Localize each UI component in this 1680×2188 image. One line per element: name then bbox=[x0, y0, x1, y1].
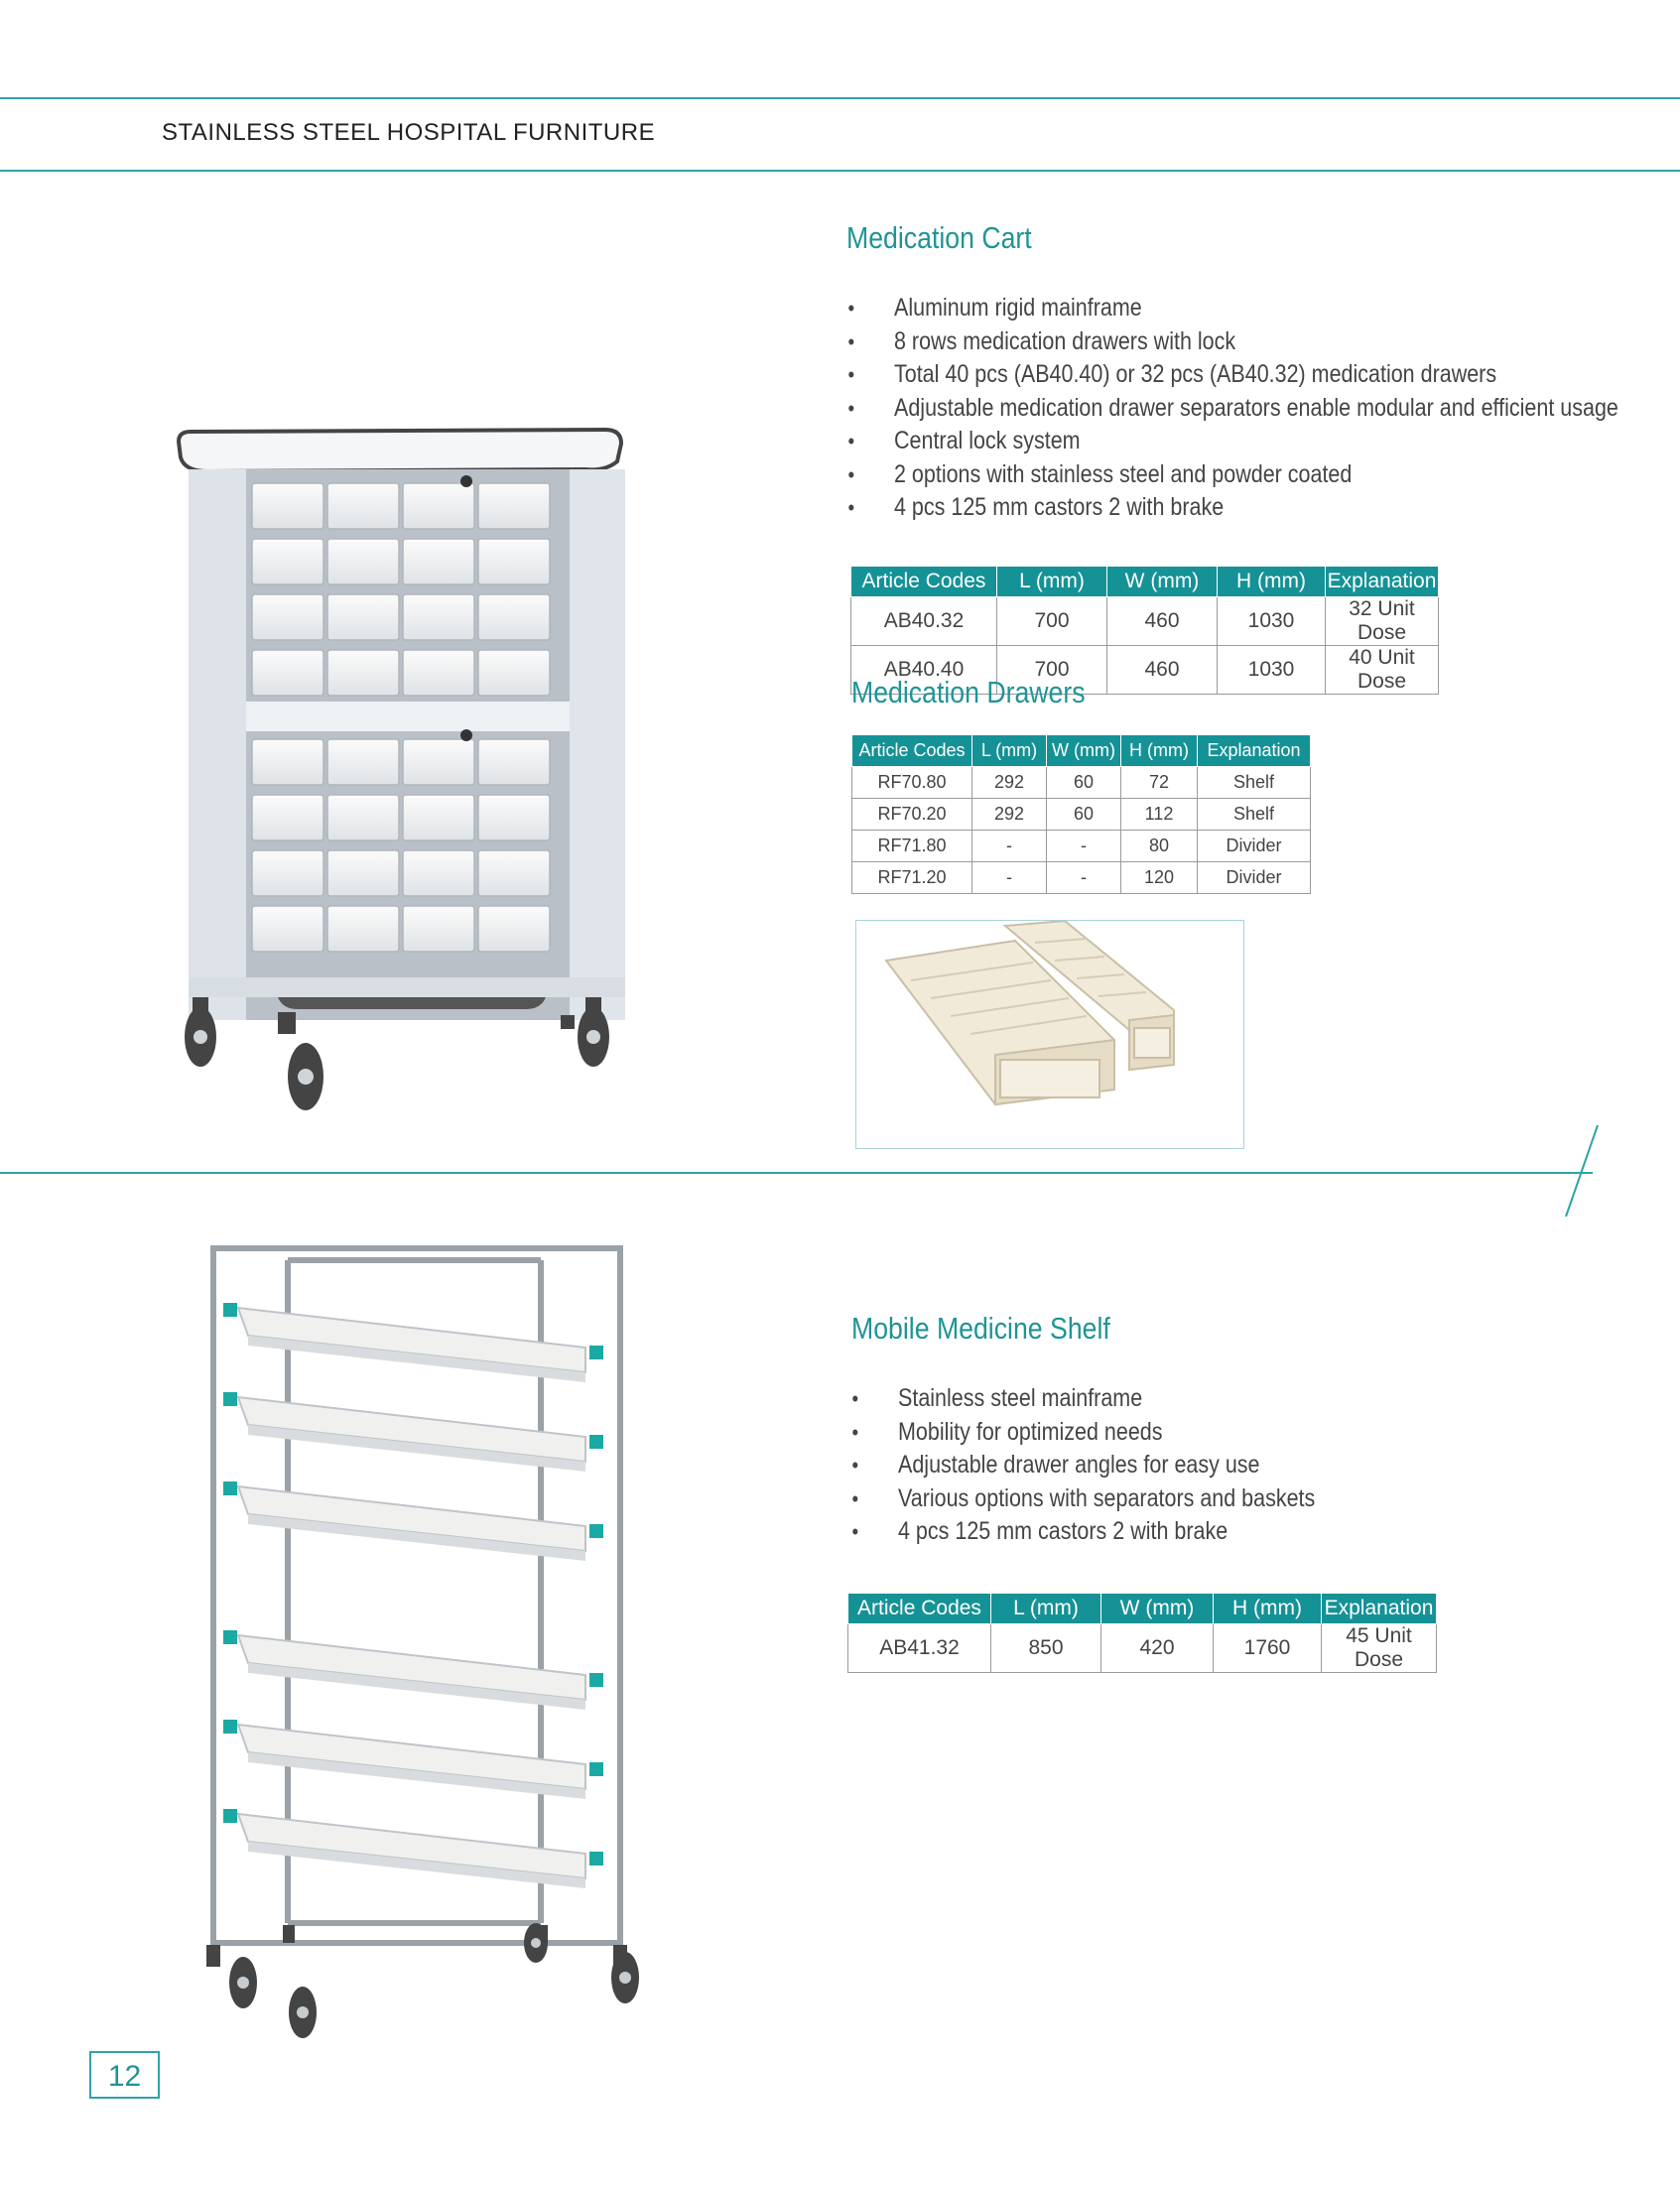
mobile-medicine-shelf-features bbox=[855, 1382, 1390, 1549]
cell: 460 bbox=[1107, 597, 1218, 646]
th-explanation: Explanation bbox=[1198, 735, 1311, 767]
th-width: W (mm) bbox=[1047, 735, 1121, 767]
th-height: H (mm) bbox=[1121, 735, 1198, 767]
feature-item: • 2 options with stainless steel and powder coated bbox=[851, 458, 1618, 492]
cell: 80 bbox=[1121, 831, 1198, 862]
table-header-row bbox=[851, 567, 1439, 597]
th-article-codes: Article Codes bbox=[852, 735, 972, 767]
divider-slash bbox=[1558, 1121, 1603, 1221]
feature-item: • 8 rows medication drawers with lock bbox=[851, 325, 1618, 359]
cell: RF71.80 bbox=[852, 831, 972, 862]
feature-item: • Aluminum rigid mainframe bbox=[851, 292, 1618, 325]
mobile-medicine-shelf-title: Mobile Medicine Shelf bbox=[851, 1311, 1110, 1346]
feature-item: • Total 40 pcs (AB40.40) or 32 pcs (AB40.32) medication drawers bbox=[851, 358, 1618, 392]
cell: 60 bbox=[1047, 767, 1121, 799]
cell: 32 Unit Dose bbox=[1326, 597, 1439, 646]
th-article-codes: Article Codes bbox=[848, 1594, 991, 1624]
cell: 45 Unit Dose bbox=[1322, 1624, 1437, 1673]
table-row bbox=[848, 1624, 1437, 1673]
medication-cart-photo bbox=[169, 422, 635, 1121]
cell: 72 bbox=[1121, 767, 1198, 799]
table-header-row bbox=[852, 735, 1311, 767]
th-width: W (mm) bbox=[1107, 567, 1218, 597]
feature-item: • Stainless steel mainframe bbox=[855, 1382, 1315, 1416]
cell: RF70.80 bbox=[852, 767, 972, 799]
cell: 292 bbox=[972, 767, 1047, 799]
cell: 60 bbox=[1047, 799, 1121, 831]
table-header-row bbox=[848, 1594, 1437, 1624]
cell: 850 bbox=[991, 1624, 1101, 1673]
header-title: STAINLESS STEEL HOSPITAL FURNITURE bbox=[162, 119, 656, 146]
cell: 460 bbox=[1107, 646, 1218, 695]
th-height: H (mm) bbox=[1214, 1594, 1322, 1624]
feature-item: • Mobility for optimized needs bbox=[855, 1416, 1315, 1450]
th-length: L (mm) bbox=[997, 567, 1107, 597]
cell: AB40.40 bbox=[851, 646, 997, 695]
cell: 1030 bbox=[1218, 646, 1326, 695]
cell: Shelf bbox=[1198, 799, 1311, 831]
cell: - bbox=[1047, 831, 1121, 862]
th-article-codes: Article Codes bbox=[851, 567, 997, 597]
cell: Divider bbox=[1198, 862, 1311, 894]
cell: 1030 bbox=[1218, 597, 1326, 646]
feature-item: • Various options with separators and baskets bbox=[855, 1482, 1315, 1516]
feature-item: • 4 pcs 125 mm castors 2 with brake bbox=[851, 491, 1618, 525]
cell: 292 bbox=[972, 799, 1047, 831]
th-length: L (mm) bbox=[972, 735, 1047, 767]
medication-cart-title: Medication Cart bbox=[846, 220, 1032, 255]
cell: - bbox=[972, 862, 1047, 894]
th-height: H (mm) bbox=[1218, 567, 1326, 597]
header-top-rule bbox=[0, 97, 1680, 99]
cell: RF70.20 bbox=[852, 799, 972, 831]
table-row bbox=[852, 862, 1311, 894]
cell: 120 bbox=[1121, 862, 1198, 894]
table-row bbox=[852, 831, 1311, 862]
th-width: W (mm) bbox=[1101, 1594, 1214, 1624]
cell: 420 bbox=[1101, 1624, 1214, 1673]
feature-item: • Central lock system bbox=[851, 425, 1618, 458]
cell: 700 bbox=[997, 597, 1107, 646]
th-explanation: Explanation bbox=[1326, 567, 1439, 597]
header-bottom-rule bbox=[0, 170, 1680, 172]
mobile-medicine-shelf-photo bbox=[189, 1238, 665, 2062]
section-divider bbox=[0, 1172, 1593, 1174]
medication-drawers-title: Medication Drawers bbox=[851, 675, 1086, 709]
cell: AB41.32 bbox=[848, 1624, 991, 1673]
feature-item: • 4 pcs 125 mm castors 2 with brake bbox=[855, 1515, 1315, 1549]
th-explanation: Explanation bbox=[1322, 1594, 1437, 1624]
cell: Divider bbox=[1198, 831, 1311, 862]
table-row bbox=[852, 799, 1311, 831]
cell: - bbox=[1047, 862, 1121, 894]
feature-item: • Adjustable drawer angles for easy use bbox=[855, 1449, 1315, 1482]
cell: 40 Unit Dose bbox=[1326, 646, 1439, 695]
cell: 700 bbox=[997, 646, 1107, 695]
mobile-medicine-shelf-table bbox=[847, 1593, 1437, 1673]
cell: RF71.20 bbox=[852, 862, 972, 894]
medication-cart-features bbox=[851, 292, 1680, 525]
cell: 1760 bbox=[1214, 1624, 1322, 1673]
feature-item: • Adjustable medication drawer separators enable modular and efficient usage bbox=[851, 392, 1618, 426]
cell: Shelf bbox=[1198, 767, 1311, 799]
table-row bbox=[852, 767, 1311, 799]
cell: AB40.32 bbox=[851, 597, 997, 646]
cell: - bbox=[972, 831, 1047, 862]
page-number: 12 bbox=[89, 2051, 160, 2099]
th-length: L (mm) bbox=[991, 1594, 1101, 1624]
cell: 112 bbox=[1121, 799, 1198, 831]
table-row bbox=[851, 597, 1439, 646]
medication-drawers-photo bbox=[855, 920, 1244, 1149]
medication-drawers-table bbox=[851, 734, 1311, 894]
